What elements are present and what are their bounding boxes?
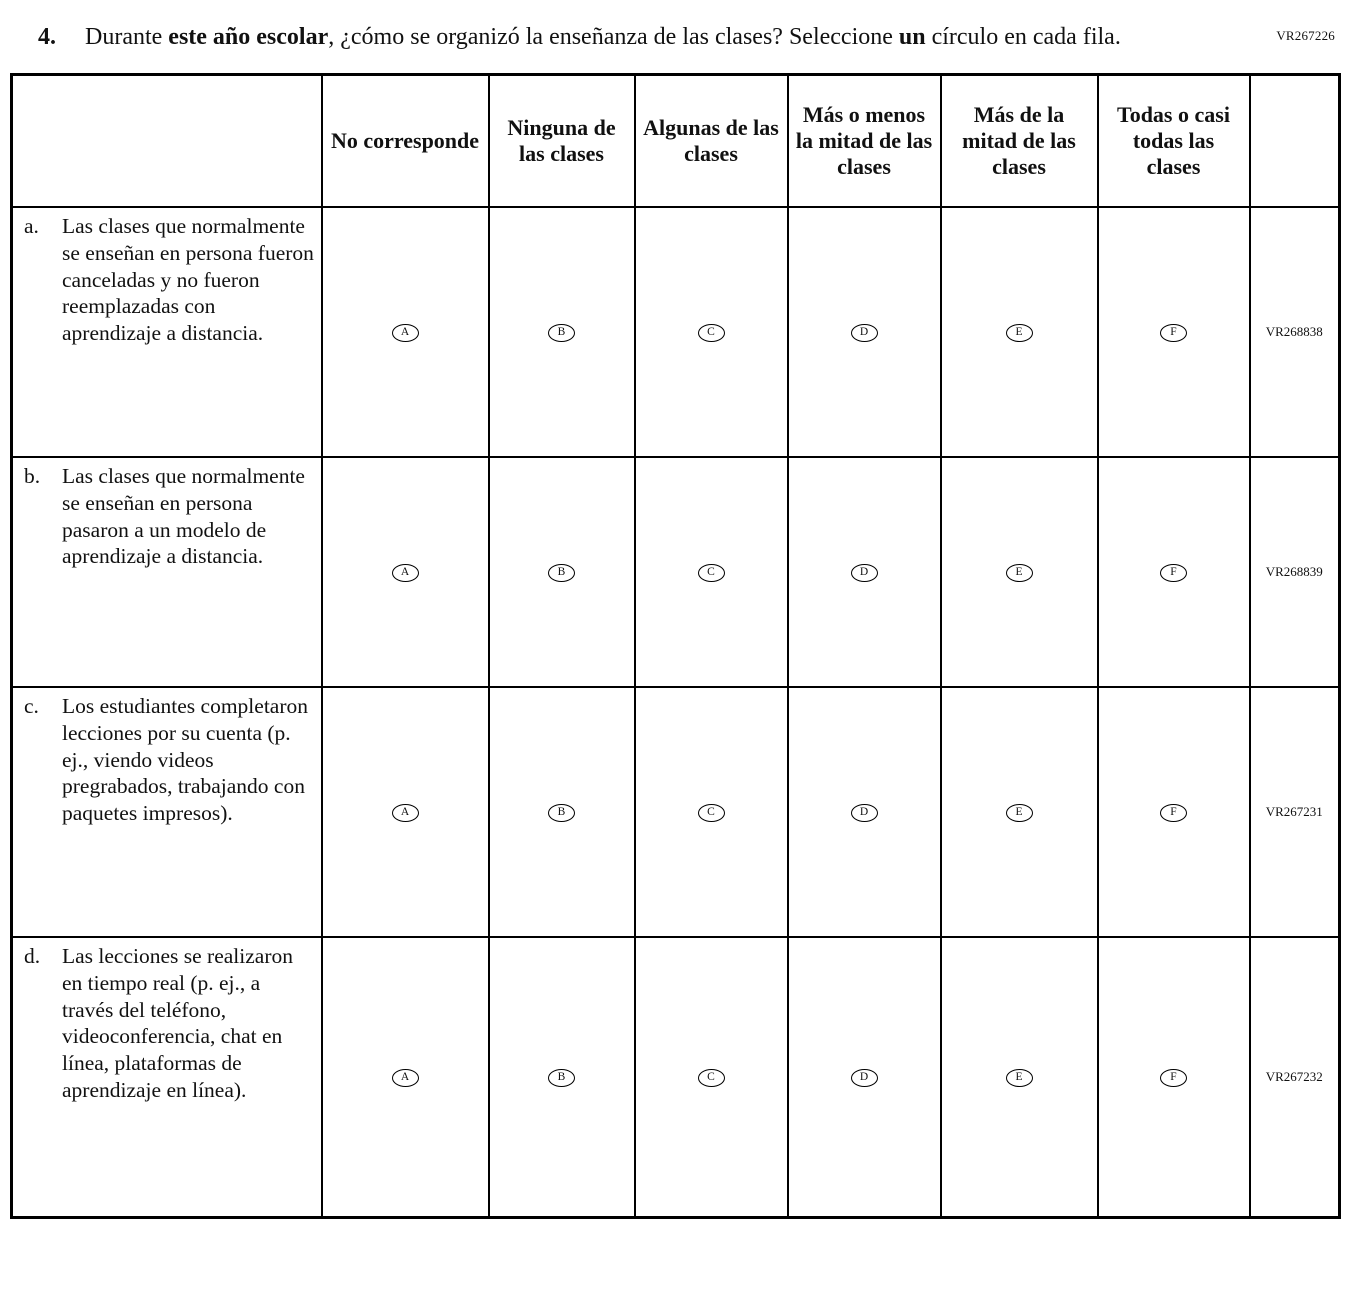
- option-bubble-b[interactable]: B: [548, 564, 575, 582]
- option-bubble-b[interactable]: B: [548, 1069, 575, 1087]
- question-text-segment: , ¿cómo se organizó la enseñanza de las clases? Seleccione: [328, 24, 899, 50]
- option-bubble-f[interactable]: F: [1160, 1069, 1187, 1087]
- option-bubble-a[interactable]: A: [392, 1069, 419, 1087]
- option-bubble-d[interactable]: D: [851, 564, 878, 582]
- column-header-no-corresponde: No corresponde: [322, 74, 489, 207]
- question-text-segment: Durante: [85, 24, 169, 50]
- header-empty-cell: [12, 74, 322, 207]
- option-bubble-e[interactable]: E: [1006, 804, 1033, 822]
- header-row: [12, 74, 1340, 207]
- option-bubble-f[interactable]: F: [1160, 804, 1187, 822]
- question-block: [38, 22, 1349, 53]
- row-code: VR268838: [1250, 207, 1340, 457]
- column-header-todas: Todas o casi todas las clases: [1098, 74, 1250, 207]
- row-code: VR267231: [1250, 687, 1340, 937]
- row-letter: a.: [24, 214, 39, 239]
- question-text-segment: círculo en cada fila.: [925, 24, 1121, 50]
- question-text: [85, 22, 1121, 53]
- row-text: Las clases que normalmente se enseñan en persona fueron canceladas y no fueron reemplazadas con aprendizaje a distancia.: [62, 214, 314, 345]
- row-letter: d.: [24, 944, 41, 969]
- question-number: 4.: [38, 24, 56, 50]
- option-bubble-e[interactable]: E: [1006, 324, 1033, 342]
- row-label: [12, 937, 322, 1217]
- table-row-a: [12, 207, 1340, 457]
- option-bubble-b[interactable]: B: [548, 324, 575, 342]
- row-letter: b.: [24, 464, 41, 489]
- table-row-d: [12, 937, 1340, 1217]
- option-bubble-d[interactable]: D: [851, 1069, 878, 1087]
- form-code: VR267226: [1276, 28, 1335, 43]
- row-letter: c.: [24, 694, 39, 719]
- header-code-cell: [1250, 74, 1340, 207]
- row-text: Los estudiantes completaron lecciones por su cuenta (p. ej., viendo videos pregrabados, trabajando con paquetes impresos).: [62, 694, 308, 825]
- row-code: VR267232: [1250, 937, 1340, 1217]
- option-bubble-c[interactable]: C: [698, 804, 725, 822]
- table-row-b: [12, 457, 1340, 687]
- option-bubble-e[interactable]: E: [1006, 564, 1033, 582]
- row-label: [12, 687, 322, 937]
- option-bubble-f[interactable]: F: [1160, 564, 1187, 582]
- question-text-bold-segment: este año escolar: [168, 24, 329, 50]
- option-bubble-c[interactable]: C: [698, 564, 725, 582]
- option-bubble-b[interactable]: B: [548, 804, 575, 822]
- option-bubble-a[interactable]: A: [392, 804, 419, 822]
- column-header-mas-de-la-mitad: Más de la mitad de las clases: [941, 74, 1098, 207]
- option-bubble-a[interactable]: A: [392, 564, 419, 582]
- question-text-bold-segment: un: [898, 24, 926, 50]
- column-header-ninguna: Ninguna de las clases: [489, 74, 635, 207]
- question-table: [10, 73, 1341, 1219]
- column-header-algunas: Algunas de las clases: [635, 74, 788, 207]
- option-bubble-e[interactable]: E: [1006, 1069, 1033, 1087]
- option-bubble-c[interactable]: C: [698, 324, 725, 342]
- row-text: Las clases que normalmente se enseñan en persona pasaron a un modelo de aprendizaje a distancia.: [62, 464, 305, 569]
- option-bubble-d[interactable]: D: [851, 804, 878, 822]
- row-label: [12, 207, 322, 457]
- column-header-mas-o-menos-mitad: Más o menos la mitad de las clases: [788, 74, 941, 207]
- option-bubble-a[interactable]: A: [392, 324, 419, 342]
- table-row-c: [12, 687, 1340, 937]
- option-bubble-d[interactable]: D: [851, 324, 878, 342]
- row-text: Las lecciones se realizaron en tiempo real (p. ej., a través del teléfono, videoconferencia, chat en línea, plataformas de aprendizaje en línea).: [62, 944, 293, 1102]
- row-label: [12, 457, 322, 687]
- option-bubble-c[interactable]: C: [698, 1069, 725, 1087]
- row-code: VR268839: [1250, 457, 1340, 687]
- option-bubble-f[interactable]: F: [1160, 324, 1187, 342]
